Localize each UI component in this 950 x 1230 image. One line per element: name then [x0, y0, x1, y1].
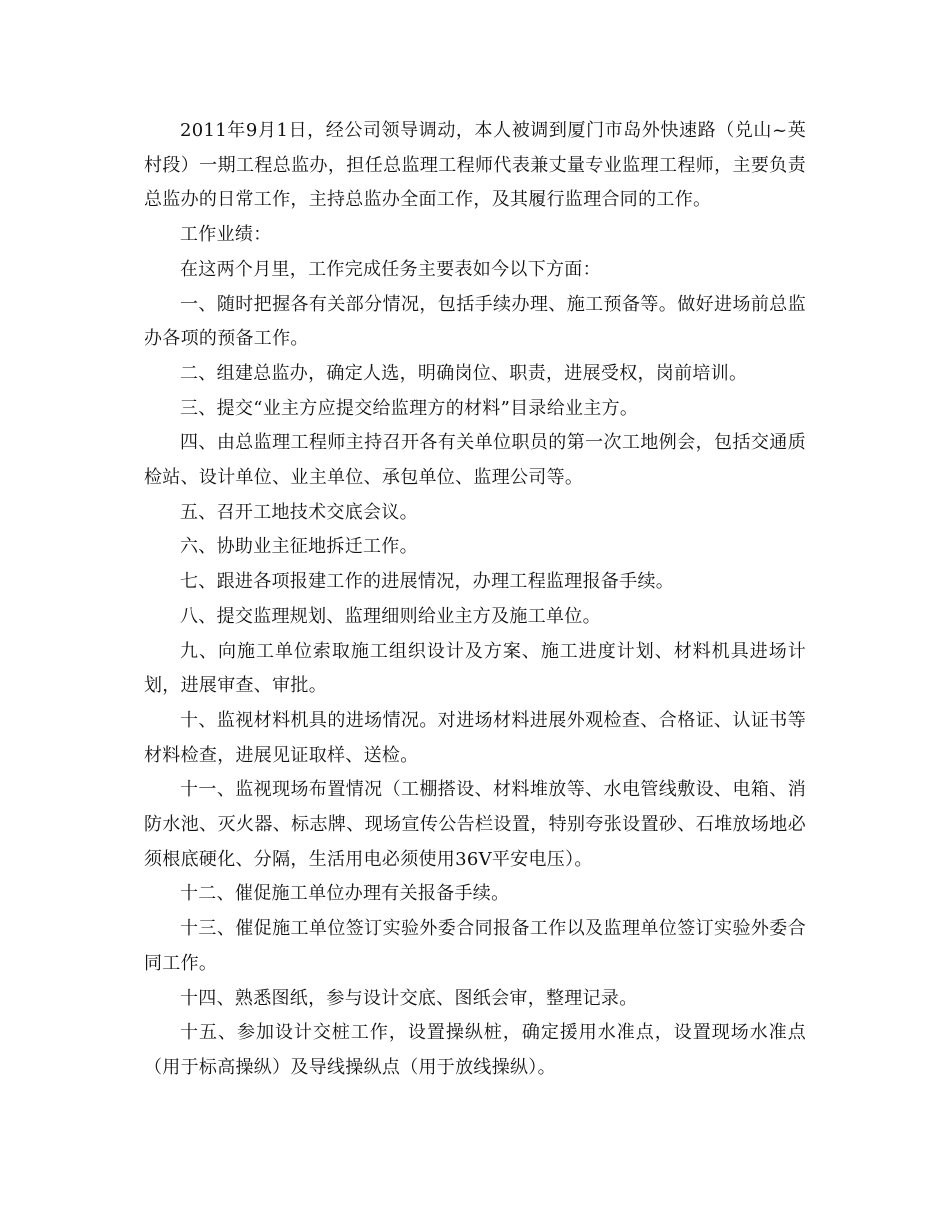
list-item-9: 九、向施工单位索取施工组织设计及方案、施工进度计划、材料机具进场计划，进展审查、审批。 [144, 640, 806, 697]
list-item-3: 三、提交“业主方应提交给监理方的材料”目录给业主方。 [180, 397, 639, 419]
list-item-15: 十五、参加设计交桩工作，设置操纵桩，确定援用水准点，设置现场水准点（用于标高操纵）及导线操纵点（用于放线操纵）。 [144, 1022, 806, 1078]
paragraph-heading-achievements: 工作业绩： [180, 224, 272, 246]
list-item-4: 四、由总监理工程师主持召开各有关单位职员的第一次工地例会，包括交通质检站、设计单位、业主单位、承包单位、监理公司等。 [144, 432, 806, 489]
list-item-10: 十、监视材料机具的进场情况。对进场材料进展外观检查、合格证、认证书等材料检查，进展见证取样、送检。 [144, 709, 806, 766]
list-item-1: 一、随时把握各有关部分情况，包括手续办理、施工预备等。做好进场前总监办各项的预备工作。 [144, 293, 806, 350]
list-item-13: 十三、催促施工单位签订实验外委合同报备工作以及监理单位签订实验外委合同工作。 [144, 918, 806, 974]
paragraph-intro: 2011年9月1日，经公司领导调动，本人被调到厦门市岛外快速路（兑山~英村段）一期工程总监办，担任总监理工程师代表兼丈量专业监理工程师，主要负责总监办的日常工作，主持总监办全面工作，及其履行监理合同的工作。 [144, 120, 806, 211]
list-item-2: 二、组建总监办，确定人选，明确岗位、职责，进展受权，岗前培训。 [180, 362, 748, 384]
document-body [144, 114, 806, 1086]
list-item-14: 十四、熟悉图纸，参与设计交底、图纸会审，整理记录。 [180, 987, 638, 1009]
list-item-11: 十一、监视现场布置情况（工棚搭设、材料堆放等、水电管线敷设、电箱、消防水池、灭火器、标志牌、现场宣传公告栏设置，特别夸张设置砂、石堆放场地必须根底硬化、分隔，生活用电必须使用36V平安电压）。 [144, 779, 806, 870]
list-item-6: 六、协助业主征地拆迁工作。 [180, 536, 418, 558]
list-item-5: 五、召开工地技术交底会议。 [180, 501, 418, 523]
list-item-12: 十二、催促施工单位办理有关报备手续。 [180, 883, 510, 905]
list-item-7: 七、跟进各项报建工作的进展情况，办理工程监理报备手续。 [180, 571, 675, 593]
list-item-8: 八、提交监理规划、监理细则给业主方及施工单位。 [180, 605, 601, 627]
paragraph-summary: 在这两个月里，工作完成任务主要表如今以下方面： [180, 258, 601, 280]
